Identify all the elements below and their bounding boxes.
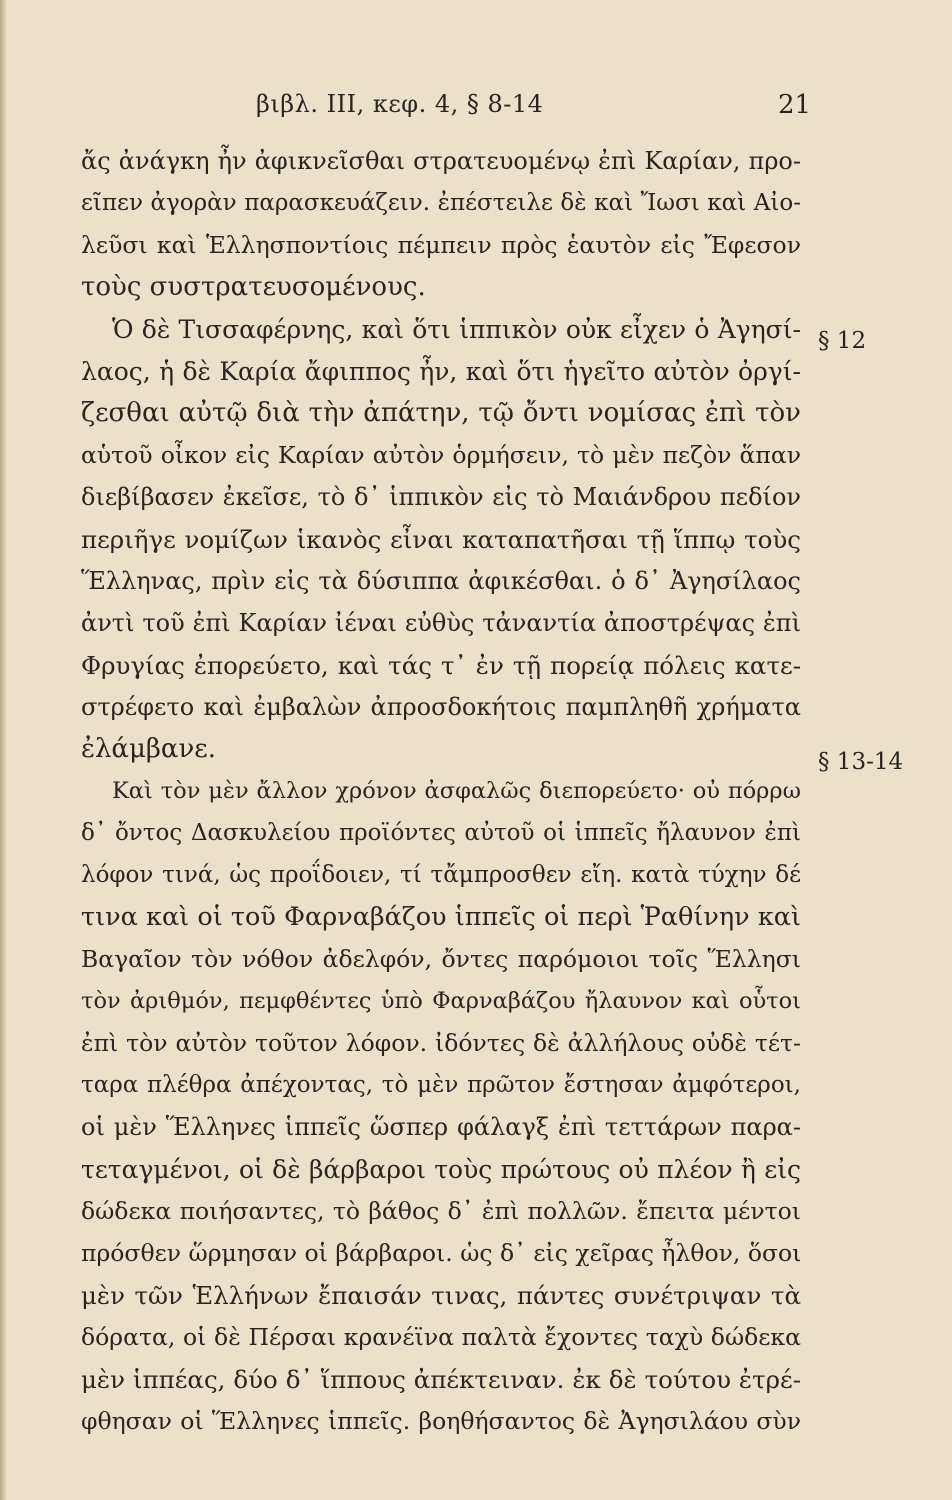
text-line: λαος, ἡ δὲ Καρία ἄφιππος ἦν, καὶ ὅτι ἡγεῖτο αὐτὸν ὀργί-	[81, 357, 801, 386]
marginal-note-section-12: § 12	[818, 328, 867, 354]
text-line: τοὺς συστρατευσομένους.	[81, 272, 426, 302]
text-line: στρέφετο καὶ ἐμβαλὼν ἀπροσδοκήτοις παμπληθῆ χρήματα	[81, 693, 801, 721]
text-line: εῖπεν ἀγορὰν παρασκευάζειν. ἐπέστειλε δὲ καὶ Ἴωσι καὶ Αἰο-	[81, 190, 801, 216]
text-line: μὲν ἱππέας, δύο δ᾽ ἵππους ἀπέκτειναν. ἐκ δὲ τούτου ἐτρέ-	[81, 1365, 801, 1394]
running-head: βιβλ. ΙΙΙ, κεφ. 4, § 8-14	[256, 90, 544, 118]
text-line: ἀντὶ τοῦ ἐπὶ Καρίαν ἰέναι εὐθὺς τἀναντία ἀποστρέψας ἐπὶ	[81, 609, 801, 637]
text-line: ταρα πλέθρα ἀπέχοντας, τὸ μὲν πρῶτον ἔστησαν ἀμφότεροι,	[81, 1072, 801, 1098]
text-line: Ὁ δὲ Τισσαφέρνης, καὶ ὅτι ἱππικὸν οὐκ εἶχεν ὁ Ἀγησί-	[112, 315, 801, 344]
text-line: Βαγαῖον τὸν νόθον ἀδελφόν, ὄντες παρόμοιοι τοῖς Ἕλλησι	[81, 945, 801, 973]
text-line: τεταγμένοι, οἱ δὲ βάρβαροι τοὺς πρώτους οὐ πλέον ἢ εἰς	[81, 1155, 801, 1184]
text-line: περιῆγε νομίζων ἱκανὸς εἶναι καταπατῆσαι τῇ ἵππῳ τοὺς	[81, 525, 801, 554]
text-line: λεῦσι καὶ Ἑλλησποντίοις πέμπειν πρὸς ἑαυτὸν εἰς Ἔφεσον	[81, 231, 801, 259]
text-line: ἄς ἀνάγκη ἦν ἀφικνεῖσθαι στρατευομένῳ ἐπὶ Καρίαν, προ-	[81, 147, 801, 175]
text-line: Φρυγίας ἐπορεύετο, καὶ τάς τ᾽ ἐν τῇ πορείᾳ πόλεις κατε-	[81, 651, 801, 680]
text-line: Καὶ τὸν μὲν ἄλλον χρόνον ἀσφαλῶς διεπορεύετο· οὐ πόρρω	[112, 778, 801, 804]
text-line: οἱ μὲν Ἕλληνες ἱππεῖς ὥσπερ φάλαγξ ἐπὶ τεττάρων παρα-	[81, 1113, 801, 1141]
text-line: τινα καὶ οἱ τοῦ Φαρναβάζου ἱππεῖς οἱ περὶ Ῥαθίνην καὶ	[81, 902, 801, 932]
text-line: πρόσθεν ὥρμησαν οἱ βάρβαροι. ὡς δ᾽ εἰς χεῖρας ἦλθον, ὅσοι	[81, 1239, 802, 1267]
text-line: αὑτοῦ οἶκον εἰς Καρίαν αὐτὸν ὁρμήσειν, τὸ μὲν πεζὸν ἅπαν	[81, 441, 801, 469]
text-line: δόρατα, οἱ δὲ Πέρσαι κρανέϊνα παλτὰ ἔχοντες ταχὺ δώδεκα	[81, 1323, 801, 1351]
text-line: δ᾽ ὄντος Δασκυλείου προϊόντες αὐτοῦ οἱ ἱππεῖς ἤλαυνον ἐπὶ	[81, 820, 801, 846]
text-line: λόφον τινά, ὡς προΐδοιεν, τί τἄμπροσθεν εἴη. κατὰ τύχην δέ	[81, 862, 801, 888]
text-line: μὲν τῶν Ἑλλήνων ἔπαισάν τινας, πάντες συνέτριψαν τὰ	[81, 1281, 801, 1310]
text-line: ζεσθαι αὐτῷ διὰ τὴν ἀπάτην, τῷ ὄντι νομίσας ἐπὶ τὸν	[81, 398, 801, 428]
marginal-note-section-13-14: § 13-14	[818, 749, 904, 775]
text-line: διεβίβασεν ἐκεῖσε, τὸ δ᾽ ἱππικὸν εἰς τὸ Μαιάνδρου πεδίον	[81, 483, 801, 511]
text-line: φθησαν οἱ Ἕλληνες ἱππεῖς. βοηθήσαντος δὲ Ἀγησιλάου σὺν	[81, 1407, 801, 1435]
text-line: ἐπὶ τὸν αὐτὸν τοῦτον λόφον. ἰδόντες δὲ ἀλλήλους οὐδὲ τέτ-	[81, 1029, 801, 1057]
text-line: δώδεκα ποιήσαντες, τὸ βάθος δ᾽ ἐπὶ πολλῶν. ἔπειτα μέντοι	[81, 1197, 801, 1225]
text-line: ἐλάμβανε.	[81, 734, 217, 764]
page-edge	[0, 0, 6, 1500]
text-line: Ἕλληνας, πρὶν εἰς τὰ δύσιππα ἀφικέσθαι. ὁ δ᾽ Ἀγησίλαος	[81, 567, 801, 595]
page-number: 21	[778, 90, 812, 120]
text-line: τὸν ἀριθμόν, πεμφθέντες ὑπὸ Φαρναβάζου ἤλαυνον καὶ οὗτοι	[81, 988, 801, 1014]
